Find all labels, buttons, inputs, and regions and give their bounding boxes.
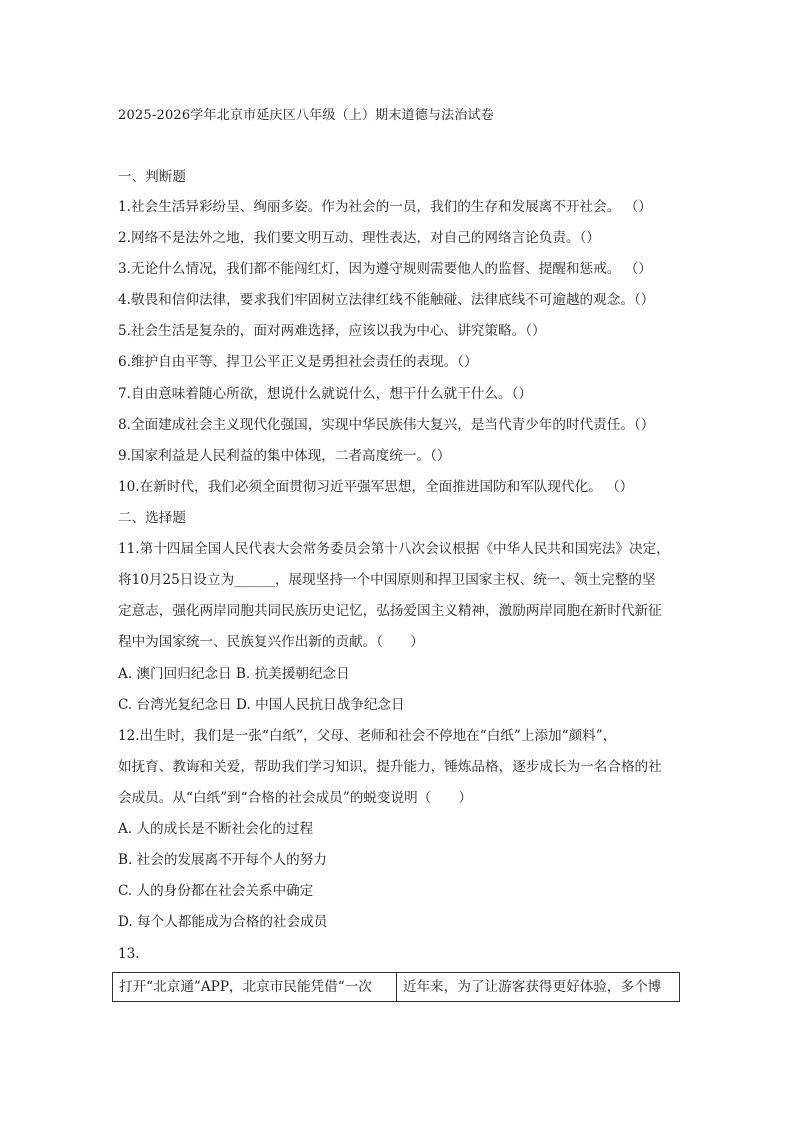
question-12-option: A. 人的成长是不断社会化的过程 [118,821,314,837]
question-11-line: 将10月25日设立为______，展现坚持一个中国原则和捍卫国家主权、统一、领土完整的坚 [118,572,656,588]
question-12-option: C. 人的身份都在社会关系中确定 [118,883,314,899]
question-11-line: 11.第十四届全国人民代表大会常务委员会第十八次会议根据《中华人民共和国宪法》决定， [118,541,670,557]
question-12-line: 12.出生时，我们是一张“白纸”，父母、老师和社会不停地在“白纸”上添加“颜料”， [118,728,617,744]
page-title: 2025-2026学年北京市延庆区八年级（上）期末道德与法治试卷 [118,108,494,123]
section-heading-judgement: 一、判断题 [118,169,186,185]
question-11-line: 定意志，强化两岸同胞共同民族历史记忆，弘扬爱国主义精神，激励两岸同胞在新时代新征 [118,603,662,619]
question-11-options: A. 澳门回归纪念日 B. 抗美援朝纪念日 [118,666,350,682]
section-heading-choice: 二、选择题 [118,510,186,526]
judgement-item: 2.网络不是法外之地，我们要文明互动、理性表达，对自己的网络言论负责。（） [118,230,600,246]
judgement-item: 1.社会生活异彩纷呈、绚丽多姿。作为社会的一员，我们的生存和发展离不开社会。 （） [118,199,652,215]
judgement-item: 6.维护自由平等、捍卫公平正义是勇担社会责任的表现。（） [118,354,478,370]
question-12-option: D. 每个人都能成为合格的社会成员 [118,914,328,930]
question-12-option: B. 社会的发展离不开每个人的努力 [118,852,327,868]
judgement-item: 5.社会生活是复杂的，面对两难选择，应该以我为中心、讲究策略。（） [118,323,546,339]
judgement-item: 4.敬畏和信仰法律，要求我们牢固树立法律红线不能触碰、法律底线不可逾越的观念。（） [118,292,655,308]
judgement-item: 10.在新时代，我们必须全面贯彻习近平强军思想，全面推进国防和军队现代化。 （） [118,479,634,495]
judgement-item: 8.全面建成社会主义现代化强国，实现中华民族伟大复兴，是当代青少年的时代责任。（） [118,417,655,433]
question-11-options: C. 台湾光复纪念日 D. 中国人民抗日战争纪念日 [118,697,405,713]
question-12-line: 如抚育、教诲和关爱，帮助我们学习知识，提升能力，锤炼品格，逐步成长为一名合格的社 [118,759,662,775]
question-13-cell-left: 打开“北京通”APP，北京市民能凭借“一次 [113,973,397,1001]
question-12-line: 会成员。从“白纸”到“合格的社会成员”的蜕变说明（ ） [118,790,473,806]
judgement-item: 9.国家利益是人民利益的集中体现，二者高度统一。（） [118,448,451,464]
question-13-number: 13. [118,946,140,962]
question-11-line: 程中为国家统一、民族复兴作出新的贡献。（ ） [118,634,424,650]
question-13-table [112,972,680,1002]
judgement-item: 3.无论什么情况，我们都不能闯红灯，因为遵守规则需要他人的监督、提醒和惩戒。 （） [118,261,652,277]
question-13-cell-right: 近年来，为了让游客获得更好体验，多个博 [403,979,662,995]
judgement-item: 7.自由意味着随心所欲，想说什么就说什么，想干什么就干什么。（） [118,386,532,402]
